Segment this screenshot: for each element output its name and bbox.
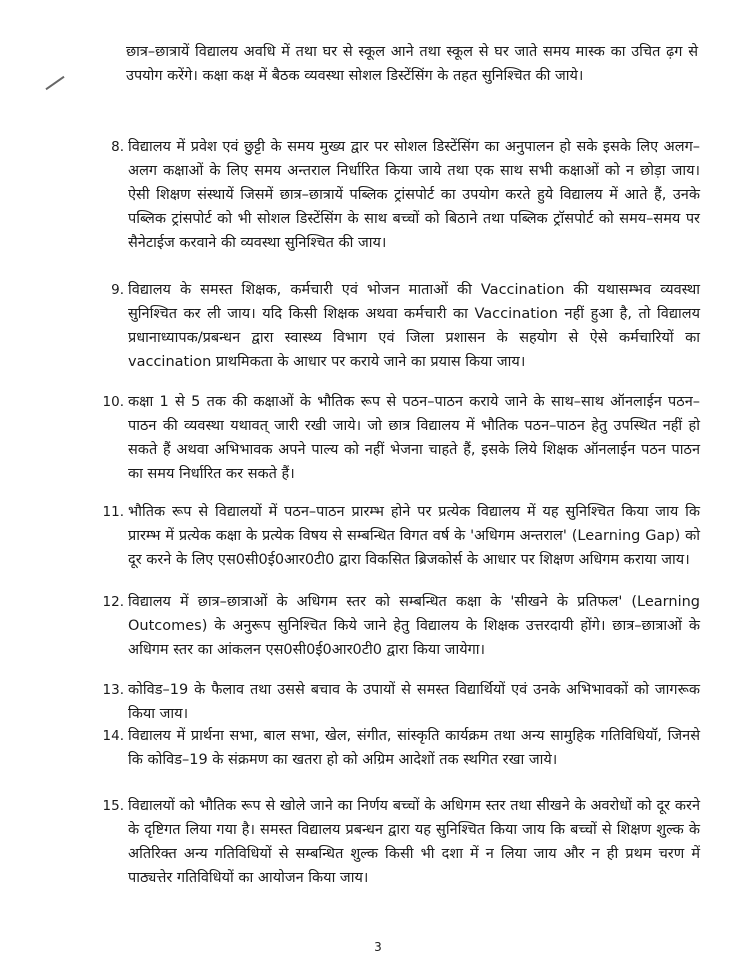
item-number: 14. bbox=[102, 728, 124, 744]
item-text: विद्यालयों को भौतिक रूप से खोले जाने का निर्णय बच्चों के अधिगम स्तर तथा सीखने के अवरोधों को दूर करने के दृष्टिगत लिया गया है। समस्त विद्यालय प्रबन्धन द्वारा यह सुनिश्चित किया जाय कि बच्चों से शिक्षण शुल्क के अतिरिक्त अन्य गतिविधियों से सम्बन्धित शुल्क किसी भी दशा में न लिया जाय और न ही प्रथम चरण में पाठ्यत्तेर गतिविधियों का आयोजन किया जाय। bbox=[128, 798, 700, 886]
item-number: 10. bbox=[102, 394, 124, 410]
item-text: विद्यालय के समस्त शिक्षक, कर्मचारी एवं भोजन माताओं की Vaccination की यथासम्भव व्यवस्था सुनिश्चित कर ली जाय। यदि किसी शिक्षक अथवा कर्मचारी का Vaccination नहीं हुआ है, तो विद्यालय प्रधानाध्यापक/प्रबन्धन द्वारा स्वास्थ्य विभाग एवं जिला प्रशासन के सहयोग से ऐसे कर्मचारियों का vaccination प्राथमिकता के आधार पर कराये जाने का प्रयास किया जाय। bbox=[128, 282, 700, 370]
list-item-12 bbox=[88, 590, 700, 662]
item-text: विद्यालय में छात्र–छात्राओं के अधिगम स्तर को सम्बन्धित कक्षा के 'सीखने के प्रतिफल' (Learning Outcomes) के अनुरूप सुनिश्चित किये जाने हेतु विद्यालय के शिक्षक उत्तरदायी होंगे। छात्र–छात्राओं के अधिगम स्तर का आंकलन एस0सी0ई0आर0टी0 द्वारा किया जायेगा। bbox=[128, 594, 700, 658]
lead-paragraph: छात्र–छात्रायें विद्यालय अवधि में तथा घर से स्कूल आने तथा स्कूल से घर जाते समय मास्क का उचित ढ़ग से उपयोग करेंगे। कक्षा कक्ष में बैठक व्यवस्था सोशल डिस्टेंसिंग के तहत सुनिश्चित की जाये। bbox=[126, 44, 698, 84]
item-text: कक्षा 1 से 5 तक की कक्षाओं के भौतिक रूप से पठन–पाठन कराये जाने के साथ–साथ ऑनलाईन पठन–पाठन की व्यवस्था यथावत् जारी रखी जाये। जो छात्र विद्यालय में भौतिक पठन–पाठन हेतु उपस्थित नहीं हो सकते हैं अथवा अभिभावक अपने पाल्य को नहीं भेजना चाहते हैं, इसके लिये शिक्षक ऑनलाईन पठन पाठन का समय निर्धारित कर सकते हैं। bbox=[128, 394, 700, 482]
item-number: 13. bbox=[102, 682, 124, 698]
item-text: विद्यालय में प्रार्थना सभा, बाल सभा, खेल, संगीत, सांस्कृति कार्यक्रम तथा अन्य सामुहिक गतिविधियॉ, जिनसे कि कोविड–19 के संक्रमण का खतरा हो को अग्रिम आदेशों तक स्थगित रखा जाये। bbox=[128, 728, 700, 768]
list-item-9 bbox=[88, 278, 700, 374]
item-number: 8. bbox=[111, 139, 124, 155]
item-text: भौतिक रूप से विद्यालयों में पठन–पाठन प्रारम्भ होने पर प्रत्येक विद्यालय में यह सुनिश्चित किया जाय कि प्रारम्भ में प्रत्येक कक्षा के प्रत्येक विषय से सम्बन्धित विगत वर्ष के 'अधिगम अन्तराल' (Learning Gap) को दूर करने के लिए एस0सी0ई0आर0टी0 द्वारा विकसित ब्रिजकोर्स के आधार पर शिक्षण अधिगम कराया जाय। bbox=[128, 504, 700, 568]
list-item-8 bbox=[88, 135, 700, 255]
item-number: 15. bbox=[102, 798, 124, 814]
margin-pen-mark bbox=[45, 76, 64, 90]
list-item-15 bbox=[88, 794, 700, 890]
list-item-11 bbox=[88, 500, 700, 572]
page-number: 3 bbox=[374, 940, 382, 954]
list-item-14 bbox=[88, 724, 700, 772]
list-item-13 bbox=[88, 678, 700, 726]
item-text: कोविड–19 के फैलाव तथा उससे बचाव के उपायों से समस्त विद्यार्थियों एवं उनके अभिभावकों को जागरूक किया जाय। bbox=[128, 682, 700, 722]
list-item-10 bbox=[88, 390, 700, 486]
item-text: विद्यालय में प्रवेश एवं छुट्टी के समय मुख्य द्वार पर सोशल डिस्टेंसिंग का अनुपालन हो सके इसके लिए अलग–अलग कक्षाओं के लिए समय अन्तराल निर्धारित किया जाये तथा एक साथ सभी कक्षाओं को न छोड़ा जाय। ऐसी शिक्षण संस्थायें जिसमें छात्र–छात्रायें पब्लिक ट्रांसपोर्ट का उपयोग करते हुये विद्यालय में आते हैं, उनके पब्लिक ट्रांसपोर्ट को भी सोशल डिस्टेंसिंग के साथ बच्चों को बिठाने तथा पब्लिक ट्रॉसपोर्ट को समय–समय पर सैनेटाईज करवाने की व्यवस्था सुनिश्चित की जाय। bbox=[128, 139, 700, 251]
item-number: 12. bbox=[102, 594, 124, 610]
item-number: 11. bbox=[102, 504, 124, 520]
item-number: 9. bbox=[111, 282, 124, 298]
